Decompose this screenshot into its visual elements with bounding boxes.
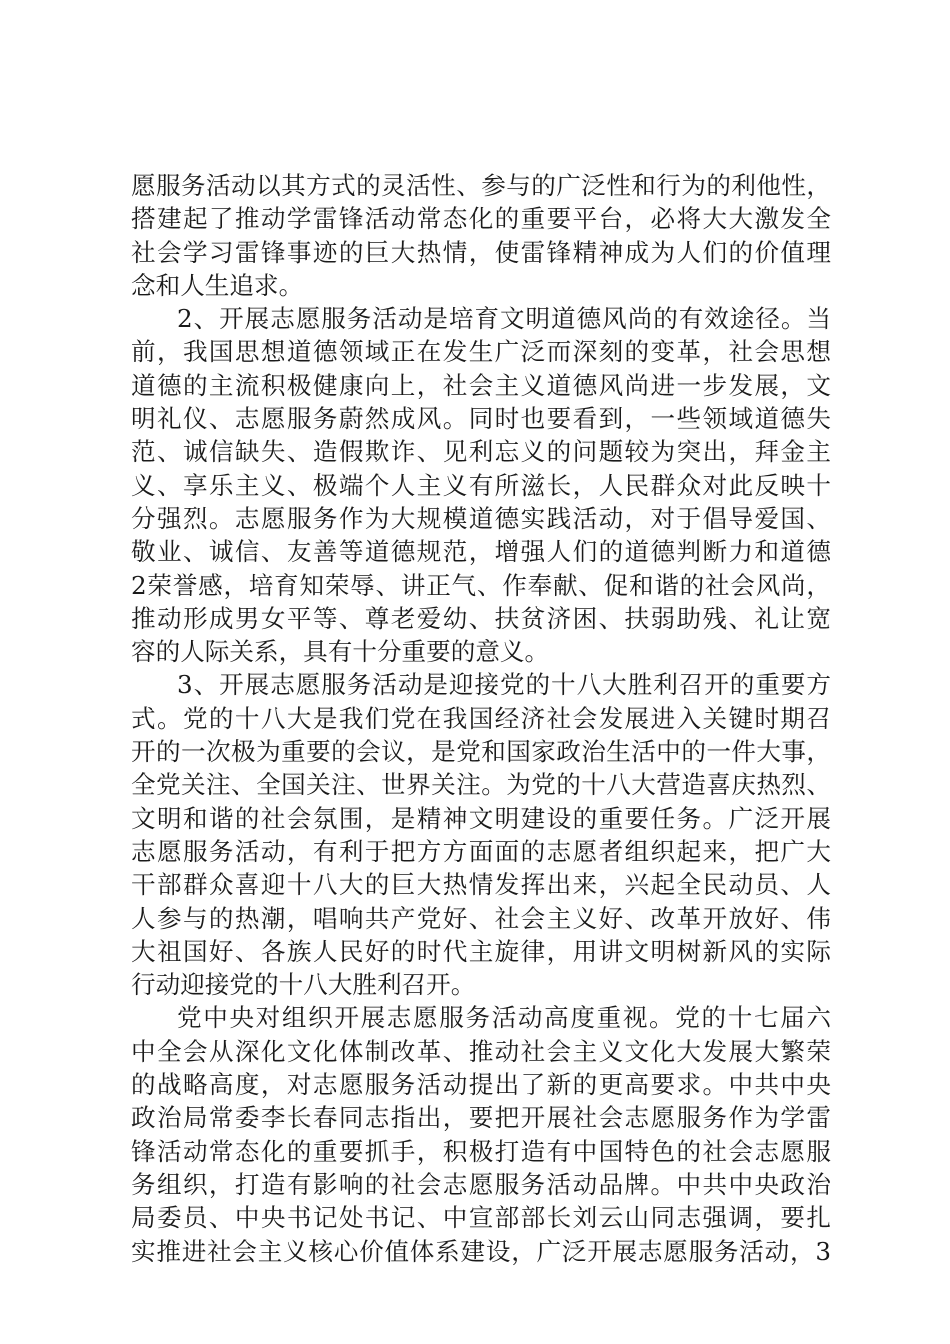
text-line: 的战略高度，对志愿服务活动提出了新的更高要求。中共中央 <box>131 1070 831 1100</box>
document-body <box>131 169 831 1268</box>
text-line: 义、享乐主义、极端个人主义有所滋长，人民群众对此反映十 <box>131 470 831 500</box>
text-line: 3、开展志愿服务活动是迎接党的十八大胜利召开的重要方 <box>177 670 831 700</box>
text-line: 中全会从深化文化体制改革、推动社会主义文化大发展大繁荣 <box>131 1036 831 1066</box>
text-line: 敬业、诚信、友善等道德规范，增强人们的道德判断力和道德 <box>131 537 831 567</box>
text-line: 容的人际关系，具有十分重要的意义。 <box>131 637 550 667</box>
text-line: 干部群众喜迎十八大的巨大热情发挥出来，兴起全民动员、人 <box>131 870 831 900</box>
text-line: 愿服务活动以其方式的灵活性、参与的广泛性和行为的利他性， <box>131 171 831 200</box>
text-line: 党中央对组织开展志愿服务活动高度重视。党的十七届六 <box>177 1003 831 1033</box>
text-line: 实推进社会主义核心价值体系建设，广泛开展志愿服务活动，3 <box>131 1236 831 1266</box>
text-line: 锋活动常态化的重要抓手，积极打造有中国特色的社会志愿服 <box>131 1136 831 1166</box>
text-line: 政治局常委李长春同志指出，要把开展社会志愿服务作为学雷 <box>131 1103 831 1133</box>
text-line: 志愿服务活动，有利于把方方面面的志愿者组织起来，把广大 <box>131 836 831 866</box>
text-line: 搭建起了推动学雷锋活动常态化的重要平台，必将大大激发全 <box>131 204 831 234</box>
text-line: 分强烈。志愿服务作为大规模道德实践活动，对于倡导爱国、 <box>131 503 831 533</box>
text-line: 全党关注、全国关注、世界关注。为党的十八大营造喜庆热烈、 <box>131 770 831 800</box>
text-line: 道德的主流积极健康向上，社会主义道德风尚进一步发展，文 <box>131 370 831 400</box>
text-line: 范、诚信缺失、造假欺诈、见利忘义的问题较为突出，拜金主 <box>131 437 831 467</box>
text-line: 人参与的热潮，唱响共产党好、社会主义好、改革开放好、伟 <box>131 903 831 933</box>
text-line: 2荣誉感，培育知荣辱、讲正气、作奉献、促和谐的社会风尚， <box>131 570 831 600</box>
text-line: 行动迎接党的十八大胜利召开。 <box>131 970 476 1000</box>
text-line: 推动形成男女平等、尊老爱幼、扶贫济困、扶弱助残、礼让宽 <box>131 603 831 633</box>
text-line: 式。党的十八大是我们党在我国经济社会发展进入关键时期召 <box>131 703 831 733</box>
text-line: 2、开展志愿服务活动是培育文明道德风尚的有效途径。当 <box>177 304 831 334</box>
text-line: 文明和谐的社会氛围，是精神文明建设的重要任务。广泛开展 <box>131 803 831 833</box>
text-line: 社会学习雷锋事迹的巨大热情，使雷锋精神成为人们的价值理 <box>131 237 831 267</box>
text-line: 念和人生追求。 <box>131 270 304 300</box>
text-line: 大祖国好、各族人民好的时代主旋律，用讲文明树新风的实际 <box>131 936 831 966</box>
text-line: 务组织，打造有影响的社会志愿服务活动品牌。中共中央政治 <box>131 1169 831 1199</box>
text-line: 明礼仪、志愿服务蔚然成风。同时也要看到，一些领域道德失 <box>131 404 831 434</box>
text-line: 前，我国思想道德领域正在发生广泛而深刻的变革，社会思想 <box>131 337 831 367</box>
text-line: 开的一次极为重要的会议，是党和国家政治生活中的一件大事， <box>131 737 831 767</box>
text-line: 局委员、中央书记处书记、中宣部部长刘云山同志强调，要扎 <box>131 1203 831 1233</box>
